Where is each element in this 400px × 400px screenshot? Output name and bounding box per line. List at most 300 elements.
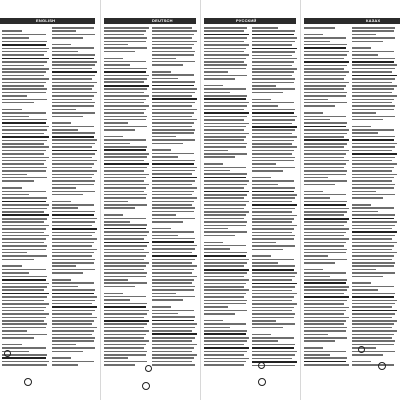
- text-line-placeholder: [152, 122, 194, 124]
- text-line-placeholder: [252, 249, 283, 251]
- text-line-placeholder: [2, 262, 44, 264]
- text-line-placeholder: [252, 37, 297, 39]
- text-line-placeholder: [2, 153, 44, 155]
- text-line-placeholder: [304, 347, 323, 349]
- page-header-bar: [104, 18, 196, 24]
- text-line-placeholder: [152, 68, 192, 70]
- text-line-placeholder: [252, 238, 294, 240]
- text-line-placeholder: [252, 51, 295, 53]
- text-line-placeholder: [2, 313, 49, 315]
- text-line-placeholder: [52, 249, 97, 251]
- text-line-placeholder: [52, 235, 92, 237]
- text-line-placeholder: [204, 283, 246, 285]
- text-line-placeholder: [352, 289, 378, 291]
- text-line-placeholder: [152, 316, 195, 318]
- page-header-deutsch: DEUTSCH: [152, 18, 173, 23]
- text-line-placeholder: [2, 204, 49, 206]
- text-line-placeholder: [204, 119, 244, 121]
- text-line-placeholder: [252, 296, 294, 298]
- text-line-placeholder: [204, 255, 246, 257]
- text-line-placeholder: [204, 296, 244, 298]
- text-line-placeholder: [304, 272, 346, 274]
- text-line-placeholder: [304, 242, 346, 244]
- text-line-placeholder: [52, 323, 92, 325]
- text-line-placeholder: [104, 235, 147, 237]
- text-line-placeholder: [104, 184, 149, 186]
- text-line-placeholder: [304, 150, 349, 152]
- text-line-placeholder: [252, 354, 295, 356]
- text-line-placeholder: [304, 92, 347, 94]
- text-line-placeholder: [204, 143, 247, 145]
- text-line-placeholder: [52, 116, 83, 118]
- text-line-placeholder: [204, 293, 246, 295]
- text-line-placeholder: [2, 41, 47, 43]
- text-line-placeholder: [52, 344, 76, 346]
- text-line-placeholder: [52, 300, 95, 302]
- text-line-placeholder: [352, 163, 397, 165]
- text-line-placeholder: [252, 65, 292, 67]
- text-line-placeholder: [352, 265, 394, 267]
- text-line-placeholder: [304, 303, 344, 305]
- text-line-placeholder: [52, 320, 94, 322]
- text-line-placeholder: [152, 105, 192, 107]
- text-line-placeholder: [152, 201, 194, 203]
- text-line-placeholder: [52, 232, 95, 234]
- text-line-placeholder: [304, 112, 323, 114]
- text-line-placeholder: [152, 272, 192, 274]
- text-line-placeholder: [52, 327, 97, 329]
- text-line-placeholder: [52, 296, 97, 298]
- text-line-placeholder: [2, 78, 49, 80]
- text-line-placeholder: [2, 252, 27, 254]
- text-line-placeholder: [304, 293, 344, 295]
- text-line-placeholder: [304, 75, 346, 77]
- text-line-placeholder: [252, 286, 295, 288]
- text-line-placeholder: [52, 143, 95, 145]
- text-column: [252, 27, 298, 368]
- text-line-placeholder: [304, 317, 349, 319]
- text-line-placeholder: [152, 310, 194, 312]
- text-line-placeholder: [304, 71, 349, 73]
- text-line-placeholder: [352, 204, 371, 206]
- text-line-placeholder: [252, 99, 271, 101]
- text-line-placeholder: [2, 327, 46, 329]
- text-line-placeholder: [104, 153, 149, 155]
- text-line-placeholder: [52, 276, 92, 278]
- text-line-placeholder: [304, 27, 335, 29]
- text-line-placeholder: [304, 41, 330, 43]
- text-line-placeholder: [152, 98, 197, 100]
- text-line-placeholder: [52, 160, 97, 162]
- text-line-placeholder: [252, 317, 294, 319]
- text-line-placeholder: [152, 78, 178, 80]
- text-line-placeholder: [52, 252, 94, 254]
- text-line-placeholder: [52, 30, 76, 32]
- text-line-placeholder: [104, 129, 135, 131]
- text-line-placeholder: [52, 95, 94, 97]
- text-line-placeholder: [152, 54, 194, 56]
- text-line-placeholder: [52, 99, 92, 101]
- text-line-placeholder: [104, 170, 144, 172]
- text-line-placeholder: [352, 61, 394, 63]
- text-line-placeholder: [104, 187, 146, 189]
- text-line-placeholder: [352, 296, 394, 298]
- text-line-placeholder: [104, 286, 135, 288]
- text-line-placeholder: [104, 156, 147, 158]
- text-line-placeholder: [52, 340, 94, 342]
- text-line-placeholder: [352, 276, 383, 278]
- text-line-placeholder: [2, 88, 47, 90]
- text-line-placeholder: [104, 242, 149, 244]
- text-line-placeholder: [104, 204, 147, 206]
- text-line-placeholder: [252, 102, 294, 104]
- text-line-placeholder: [252, 235, 295, 237]
- text-line-placeholder: [304, 286, 349, 288]
- text-line-placeholder: [352, 180, 392, 182]
- text-line-placeholder: [252, 58, 297, 60]
- recycling-mark-icon: [145, 365, 152, 372]
- text-line-placeholder: [104, 306, 146, 308]
- text-line-placeholder: [252, 184, 278, 186]
- text-line-placeholder: [204, 347, 249, 349]
- text-line-placeholder: [352, 112, 376, 114]
- text-line-placeholder: [52, 109, 76, 111]
- text-line-placeholder: [352, 88, 394, 90]
- text-line-placeholder: [304, 340, 335, 342]
- text-line-placeholder: [2, 82, 46, 84]
- text-line-placeholder: [152, 306, 171, 308]
- text-line-placeholder: [304, 133, 347, 135]
- text-line-placeholder: [152, 330, 192, 332]
- text-line-placeholder: [152, 344, 197, 346]
- text-line-placeholder: [204, 197, 244, 199]
- text-line-placeholder: [352, 201, 392, 203]
- text-line-placeholder: [152, 262, 192, 264]
- text-line-placeholder: [52, 282, 94, 284]
- text-line-placeholder: [352, 54, 378, 56]
- text-line-placeholder: [104, 238, 144, 240]
- text-line-placeholder: [204, 327, 230, 329]
- text-line-placeholder: [304, 167, 344, 169]
- text-line-placeholder: [352, 37, 395, 39]
- text-line-placeholder: [204, 54, 249, 56]
- text-line-placeholder: [104, 34, 144, 36]
- text-line-placeholder: [204, 64, 247, 66]
- text-line-placeholder: [104, 259, 144, 261]
- text-line-placeholder: [104, 102, 144, 104]
- text-column: [204, 27, 250, 368]
- text-line-placeholder: [252, 242, 276, 244]
- text-line-placeholder: [352, 214, 395, 216]
- text-line-placeholder: [104, 146, 147, 148]
- text-line-placeholder: [304, 276, 330, 278]
- text-line-placeholder: [252, 293, 297, 295]
- text-line-placeholder: [104, 167, 147, 169]
- text-line-placeholder: [104, 255, 146, 257]
- text-line-placeholder: [204, 221, 247, 223]
- text-line-placeholder: [104, 191, 144, 193]
- text-line-placeholder: [304, 82, 349, 84]
- text-line-placeholder: [352, 207, 394, 209]
- text-line-placeholder: [304, 95, 346, 97]
- text-line-placeholder: [352, 279, 392, 281]
- text-line-placeholder: [204, 279, 249, 281]
- text-line-placeholder: [52, 37, 83, 39]
- text-line-placeholder: [204, 225, 246, 227]
- text-line-placeholder: [2, 347, 46, 349]
- text-line-placeholder: [2, 323, 47, 325]
- text-line-placeholder: [152, 214, 176, 216]
- text-line-placeholder: [352, 354, 383, 356]
- text-line-placeholder: [52, 262, 94, 264]
- text-line-placeholder: [352, 139, 394, 141]
- text-line-placeholder: [204, 245, 246, 247]
- text-line-placeholder: [252, 225, 297, 227]
- text-line-placeholder: [252, 180, 294, 182]
- text-line-placeholder: [152, 167, 197, 169]
- text-line-placeholder: [152, 74, 194, 76]
- text-line-placeholder: [204, 323, 246, 325]
- text-line-placeholder: [352, 30, 394, 32]
- text-line-placeholder: [304, 323, 344, 325]
- text-line-placeholder: [104, 47, 147, 49]
- text-line-placeholder: [2, 232, 44, 234]
- text-line-placeholder: [304, 109, 344, 111]
- text-line-placeholder: [104, 310, 149, 312]
- text-line-placeholder: [252, 279, 292, 281]
- text-line-placeholder: [52, 364, 78, 366]
- text-line-placeholder: [252, 44, 292, 46]
- text-line-placeholder: [2, 129, 47, 131]
- text-line-placeholder: [252, 140, 294, 142]
- text-line-placeholder: [152, 177, 197, 179]
- text-line-placeholder: [2, 330, 27, 332]
- text-line-placeholder: [252, 150, 294, 152]
- text-line-placeholder: [104, 265, 146, 267]
- text-line-placeholder: [252, 187, 295, 189]
- text-line-placeholder: [104, 132, 144, 134]
- text-line-placeholder: [204, 167, 246, 169]
- text-line-placeholder: [252, 112, 294, 114]
- text-line-placeholder: [104, 75, 149, 77]
- text-line-placeholder: [252, 323, 295, 325]
- text-line-placeholder: [152, 126, 192, 128]
- text-line-placeholder: [52, 286, 78, 288]
- text-line-placeholder: [204, 310, 247, 312]
- text-line-placeholder: [52, 132, 95, 134]
- text-line-placeholder: [2, 286, 47, 288]
- text-line-placeholder: [204, 300, 247, 302]
- text-line-placeholder: [152, 129, 195, 131]
- text-line-placeholder: [352, 78, 395, 80]
- text-line-placeholder: [52, 228, 97, 230]
- text-line-placeholder: [252, 197, 295, 199]
- text-line-placeholder: [52, 259, 95, 261]
- text-line-placeholder: [52, 44, 71, 46]
- text-line-placeholder: [2, 276, 47, 278]
- text-line-placeholder: [52, 187, 76, 189]
- text-column: [104, 27, 150, 368]
- text-line-placeholder: [104, 109, 146, 111]
- text-line-placeholder: [304, 255, 328, 257]
- text-line-placeholder: [304, 344, 344, 346]
- text-line-placeholder: [352, 313, 395, 315]
- text-line-placeholder: [152, 252, 192, 254]
- text-line-placeholder: [52, 197, 92, 199]
- text-line-placeholder: [104, 317, 144, 319]
- text-line-placeholder: [52, 245, 92, 247]
- text-line-placeholder: [304, 327, 347, 329]
- text-line-placeholder: [2, 279, 46, 281]
- text-line-placeholder: [252, 337, 294, 339]
- text-line-placeholder: [304, 354, 330, 356]
- text-line-placeholder: [204, 259, 249, 261]
- text-line-placeholder: [352, 51, 394, 53]
- text-line-placeholder: [2, 146, 49, 148]
- text-line-placeholder: [204, 340, 247, 342]
- text-line-placeholder: [52, 191, 95, 193]
- text-line-placeholder: [204, 116, 247, 118]
- text-line-placeholder: [304, 364, 349, 366]
- text-line-placeholder: [304, 361, 346, 363]
- text-line-placeholder: [204, 242, 223, 244]
- text-line-placeholder: [2, 208, 47, 210]
- text-line-placeholder: [152, 132, 194, 134]
- text-line-placeholder: [304, 136, 344, 138]
- text-line-placeholder: [2, 197, 47, 199]
- text-line-placeholder: [152, 303, 192, 305]
- text-line-placeholder: [304, 201, 347, 203]
- text-line-placeholder: [352, 330, 397, 332]
- text-line-placeholder: [204, 313, 235, 315]
- text-line-placeholder: [52, 157, 92, 159]
- text-line-placeholder: [252, 300, 292, 302]
- text-line-placeholder: [304, 221, 347, 223]
- text-line-placeholder: [352, 187, 394, 189]
- text-line-placeholder: [204, 201, 249, 203]
- text-line-placeholder: [204, 364, 244, 366]
- text-line-placeholder: [104, 303, 147, 305]
- text-line-placeholder: [2, 65, 44, 67]
- page-header-kazakh: КАЗАХ: [366, 18, 381, 23]
- text-line-placeholder: [52, 330, 94, 332]
- text-line-placeholder: [152, 71, 171, 73]
- text-line-placeholder: [104, 207, 135, 209]
- text-line-placeholder: [304, 238, 349, 240]
- text-line-placeholder: [2, 283, 49, 285]
- text-line-placeholder: [104, 282, 147, 284]
- text-line-placeholder: [52, 174, 94, 176]
- text-line-placeholder: [152, 64, 183, 66]
- text-line-placeholder: [252, 68, 297, 70]
- text-line-placeholder: [2, 48, 49, 50]
- text-line-placeholder: [304, 78, 344, 80]
- text-line-placeholder: [2, 317, 46, 319]
- text-line-placeholder: [52, 126, 94, 128]
- text-line-placeholder: [2, 228, 46, 230]
- text-line-placeholder: [2, 71, 46, 73]
- text-line-placeholder: [304, 300, 347, 302]
- text-line-placeholder: [304, 232, 346, 234]
- text-line-placeholder: [152, 340, 192, 342]
- text-line-placeholder: [104, 126, 147, 128]
- text-line-placeholder: [352, 303, 395, 305]
- text-line-placeholder: [104, 78, 147, 80]
- text-line-placeholder: [352, 225, 395, 227]
- text-line-placeholder: [152, 224, 192, 226]
- text-column: [152, 27, 198, 368]
- text-line-placeholder: [252, 95, 292, 97]
- text-column: [2, 27, 50, 368]
- text-line-placeholder: [152, 191, 194, 193]
- text-line-placeholder: [352, 197, 383, 199]
- text-line-placeholder: [304, 320, 346, 322]
- text-line-placeholder: [304, 37, 346, 39]
- text-line-placeholder: [204, 184, 247, 186]
- recycling-mark-icon: [258, 362, 265, 369]
- text-line-placeholder: [304, 88, 344, 90]
- text-line-placeholder: [252, 167, 295, 169]
- text-line-placeholder: [352, 262, 395, 264]
- text-line-placeholder: [352, 95, 397, 97]
- text-line-placeholder: [52, 242, 94, 244]
- text-line-placeholder: [152, 153, 194, 155]
- text-line-placeholder: [252, 265, 295, 267]
- text-line-placeholder: [204, 286, 244, 288]
- text-line-placeholder: [152, 163, 194, 165]
- text-line-placeholder: [104, 299, 130, 301]
- text-line-placeholder: [304, 68, 344, 70]
- text-line-placeholder: [52, 82, 97, 84]
- text-line-placeholder: [52, 136, 94, 138]
- text-line-placeholder: [204, 228, 228, 230]
- text-line-placeholder: [304, 296, 349, 298]
- text-line-placeholder: [304, 235, 344, 237]
- text-line-placeholder: [252, 201, 292, 203]
- text-line-placeholder: [52, 153, 95, 155]
- text-line-placeholder: [304, 160, 349, 162]
- text-line-placeholder: [152, 320, 194, 322]
- text-line-placeholder: [104, 88, 147, 90]
- text-line-placeholder: [252, 347, 294, 349]
- text-line-placeholder: [204, 358, 249, 360]
- text-line-placeholder: [352, 323, 394, 325]
- text-line-placeholder: [204, 354, 244, 356]
- text-line-placeholder: [352, 334, 394, 336]
- text-line-placeholder: [352, 340, 395, 342]
- text-line-placeholder: [352, 109, 394, 111]
- text-line-placeholder: [52, 64, 95, 66]
- text-line-placeholder: [104, 313, 147, 315]
- text-line-placeholder: [2, 95, 27, 97]
- text-line-placeholder: [2, 225, 49, 227]
- text-line-placeholder: [204, 139, 244, 141]
- text-line-placeholder: [152, 211, 194, 213]
- text-line-placeholder: [2, 364, 47, 366]
- text-line-placeholder: [252, 92, 283, 94]
- text-line-placeholder: [52, 303, 92, 305]
- text-line-placeholder: [304, 44, 347, 46]
- text-line-placeholder: [2, 265, 22, 267]
- text-line-placeholder: [352, 306, 392, 308]
- text-line-placeholder: [352, 177, 394, 179]
- text-line-placeholder: [252, 194, 297, 196]
- text-line-placeholder: [104, 64, 130, 66]
- text-line-placeholder: [304, 34, 323, 36]
- text-line-placeholder: [304, 163, 346, 165]
- text-line-placeholder: [252, 255, 271, 257]
- text-line-placeholder: [152, 337, 195, 339]
